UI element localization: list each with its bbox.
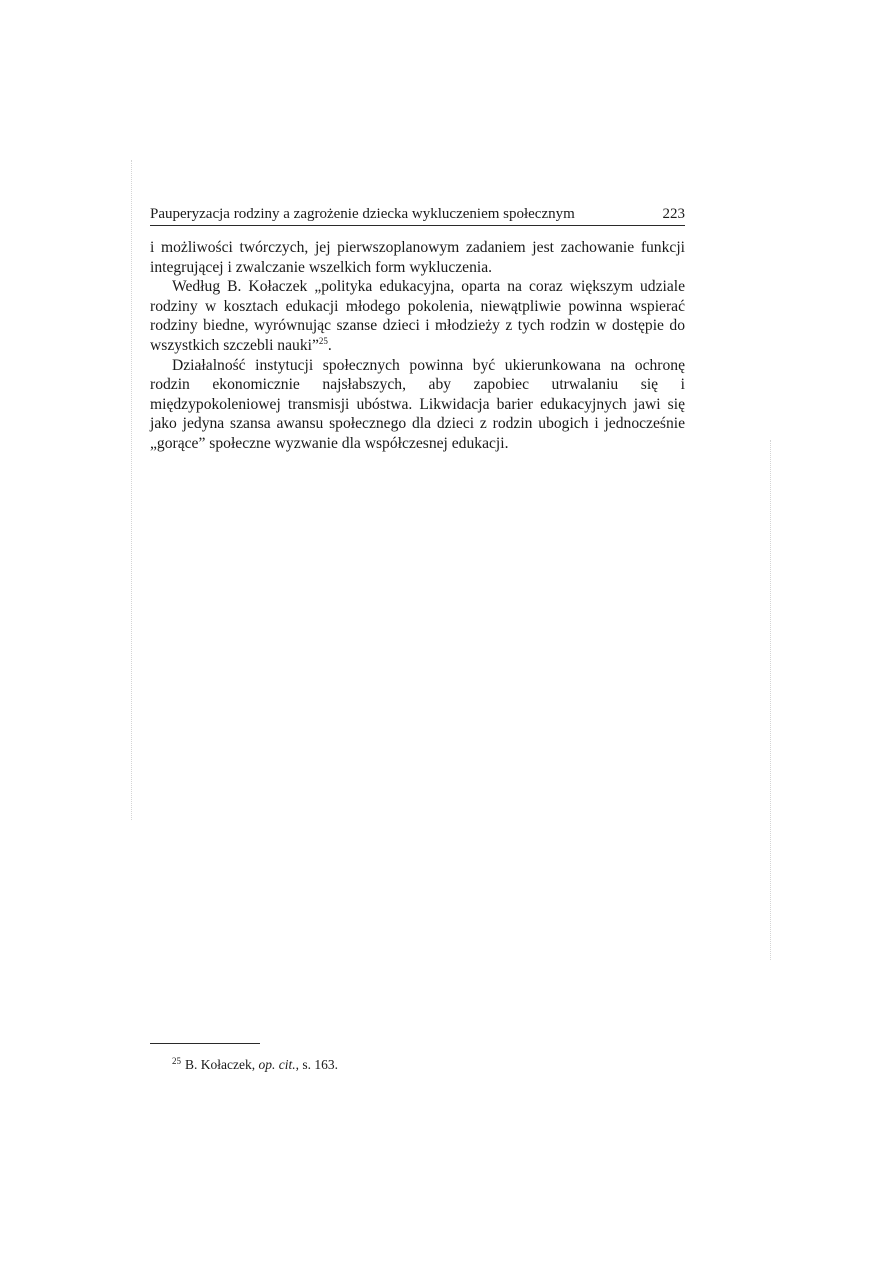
running-title: Pauperyzacja rodziny a zagrożenie dziecka wykluczeniem społecznym xyxy=(150,206,575,222)
scan-margin-dots-right xyxy=(770,440,772,960)
footnote-citation: op. cit. xyxy=(258,1057,296,1072)
footnote xyxy=(172,1056,338,1073)
running-header xyxy=(150,205,685,226)
paragraph-3-text: Działalność instytucji społecznych powinna być ukierunkowana na ochronę rodzin ekonomicznie najsłabszych, aby zapobiec utrwalaniu się i międzypokoleniowej transmisji ubóstwa. Likwidacja barier edukacyjnych jawi się jako jedyna szansa awansu społecznego dla dzieci z rodzin ubogich i jednocześnie „gorące” społeczne wyzwanie dla współczesnej edukacji. xyxy=(150,356,685,452)
paragraph-1 xyxy=(150,238,685,277)
page-number: 223 xyxy=(662,206,685,222)
paragraph-2 xyxy=(150,277,685,355)
footnote-separator xyxy=(150,1043,260,1044)
scan-margin-dots-left xyxy=(131,160,133,820)
footnote-number: 25 xyxy=(172,1055,181,1066)
paragraph-1-text: i możliwości twórczych, jej pierwszoplanowym zadaniem jest zachowanie funkcji integrującej i zwalczanie wszelkich form wykluczenia. xyxy=(150,239,685,276)
body-text xyxy=(150,238,685,454)
footnote-reference[interactable]: 25 xyxy=(318,335,328,346)
footnote-pages: , s. 163. xyxy=(295,1057,338,1072)
paragraph-2-end: . xyxy=(327,336,332,354)
paragraph-2-text: Według B. Kołaczek „polityka edukacyjna, oparta na coraz większym udziale rodziny w kosztach edukacji młodego pokolenia, niewątpliwie powinna wspierać rodziny biedne, wyrównując szanse dzieci i młodzieży z tych rodzin w dostępie do wszystkich szczebli nauki” xyxy=(150,278,685,354)
footnote-author: B. Kołaczek, xyxy=(185,1057,256,1072)
paragraph-3 xyxy=(150,356,685,454)
